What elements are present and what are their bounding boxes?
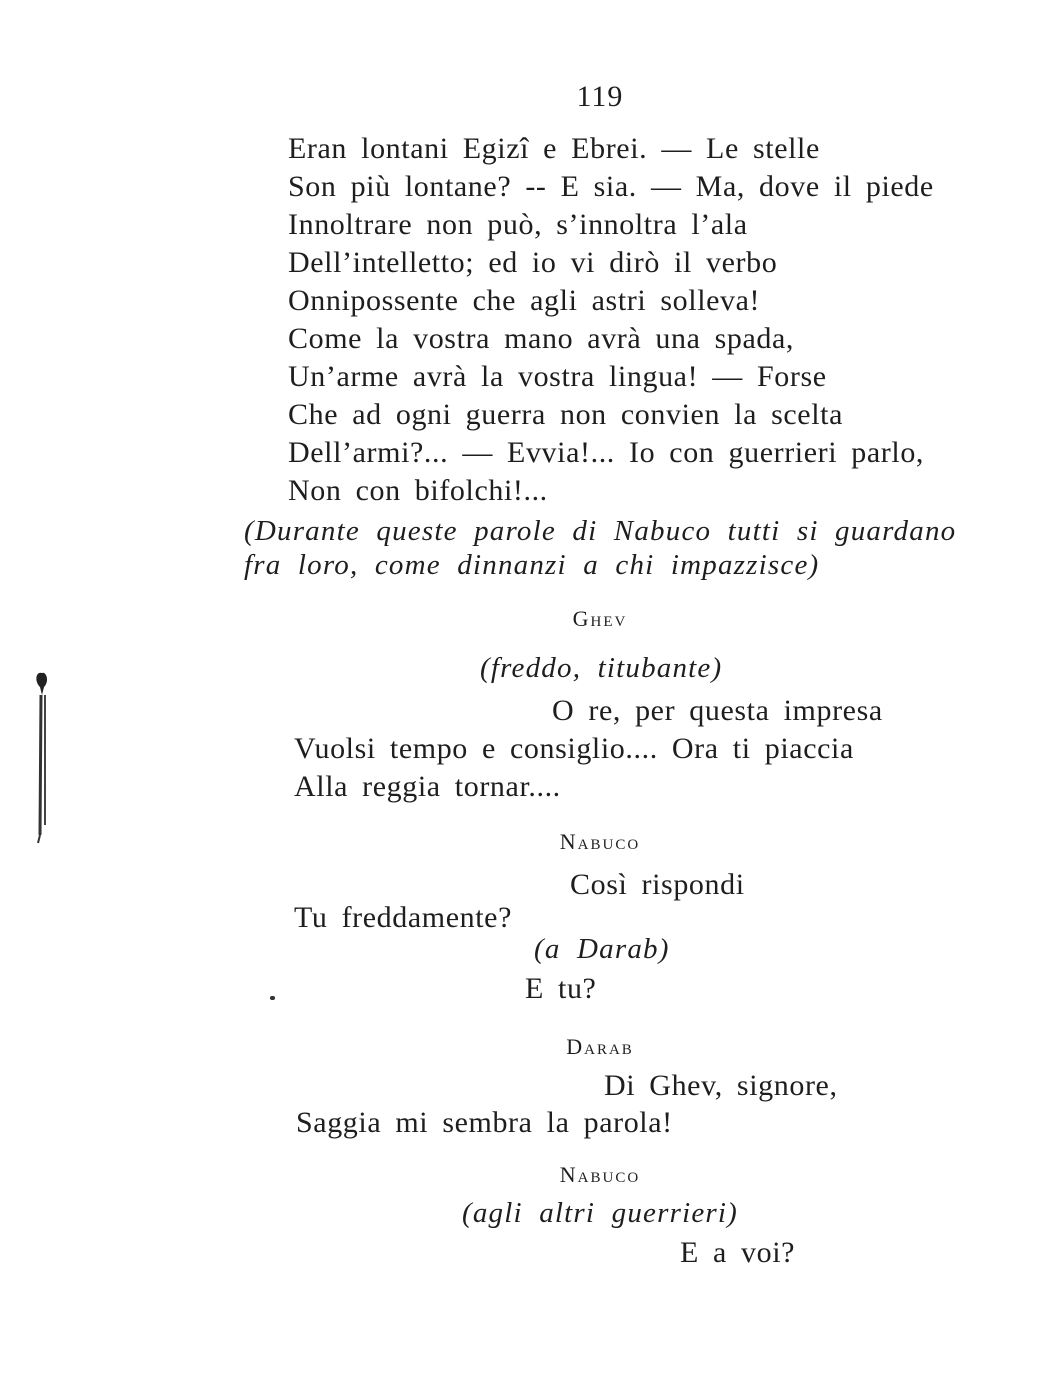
verse-line: Eran lontani Egizî e Ebrei. — Le stelle <box>288 132 820 165</box>
verse-line: Dell’armi?... — Evvia!... Io con guerrieri parlo, <box>288 436 925 469</box>
stage-direction: (agli altri guerrieri) <box>462 1197 739 1229</box>
verse-line: Onnipossente che agli astri solleva! <box>288 284 761 317</box>
stage-direction: (freddo, titubante) <box>480 652 723 684</box>
verse-line: Tu freddamente? <box>294 901 512 934</box>
verse-line: Alla reggia tornar.... <box>294 770 561 803</box>
verse-line: E a voi? <box>680 1236 796 1269</box>
ink-speck <box>270 996 275 1000</box>
verse-line: Innoltrare non può, s’innoltra l’ala <box>288 208 748 241</box>
verse-line: Son più lontane? -- E sia. — Ma, dove il piede <box>288 170 934 203</box>
stage-direction: fra loro, come dinnanzi a chi impazzisce) <box>244 549 820 581</box>
verse-line: Che ad ogni guerra non convien la scelta <box>288 398 843 431</box>
verse-line: Vuolsi tempo e consiglio.... Ora ti piaccia <box>294 732 854 765</box>
verse-line: Un’arme avrà la vostra lingua! — Forse <box>288 360 827 393</box>
verse-line: E tu? <box>525 972 597 1005</box>
page-number: 119 <box>576 80 624 113</box>
speaker-name: Nabuco <box>559 1162 641 1187</box>
speaker-name: Darab <box>566 1034 634 1059</box>
verse-line: Così rispondi <box>570 868 745 901</box>
verse-line: Non con bifolchi!... <box>288 474 548 507</box>
stage-direction: (Durante queste parole di Nabuco tutti si guardano <box>244 515 957 547</box>
margin-ink-mark <box>32 665 54 845</box>
speaker-name: Ghev <box>572 606 628 631</box>
verse-line: Dell’intelletto; ed io vi dirò il verbo <box>288 246 778 279</box>
verse-line: Come la vostra mano avrà una spada, <box>288 322 795 355</box>
verse-line: Saggia mi sembra la parola! <box>296 1106 673 1139</box>
verse-line: O re, per questa impresa <box>552 694 883 727</box>
speaker-name: Nabuco <box>559 829 641 854</box>
verse-line: Di Ghev, signore, <box>604 1069 838 1102</box>
stage-direction: (a Darab) <box>534 933 670 965</box>
